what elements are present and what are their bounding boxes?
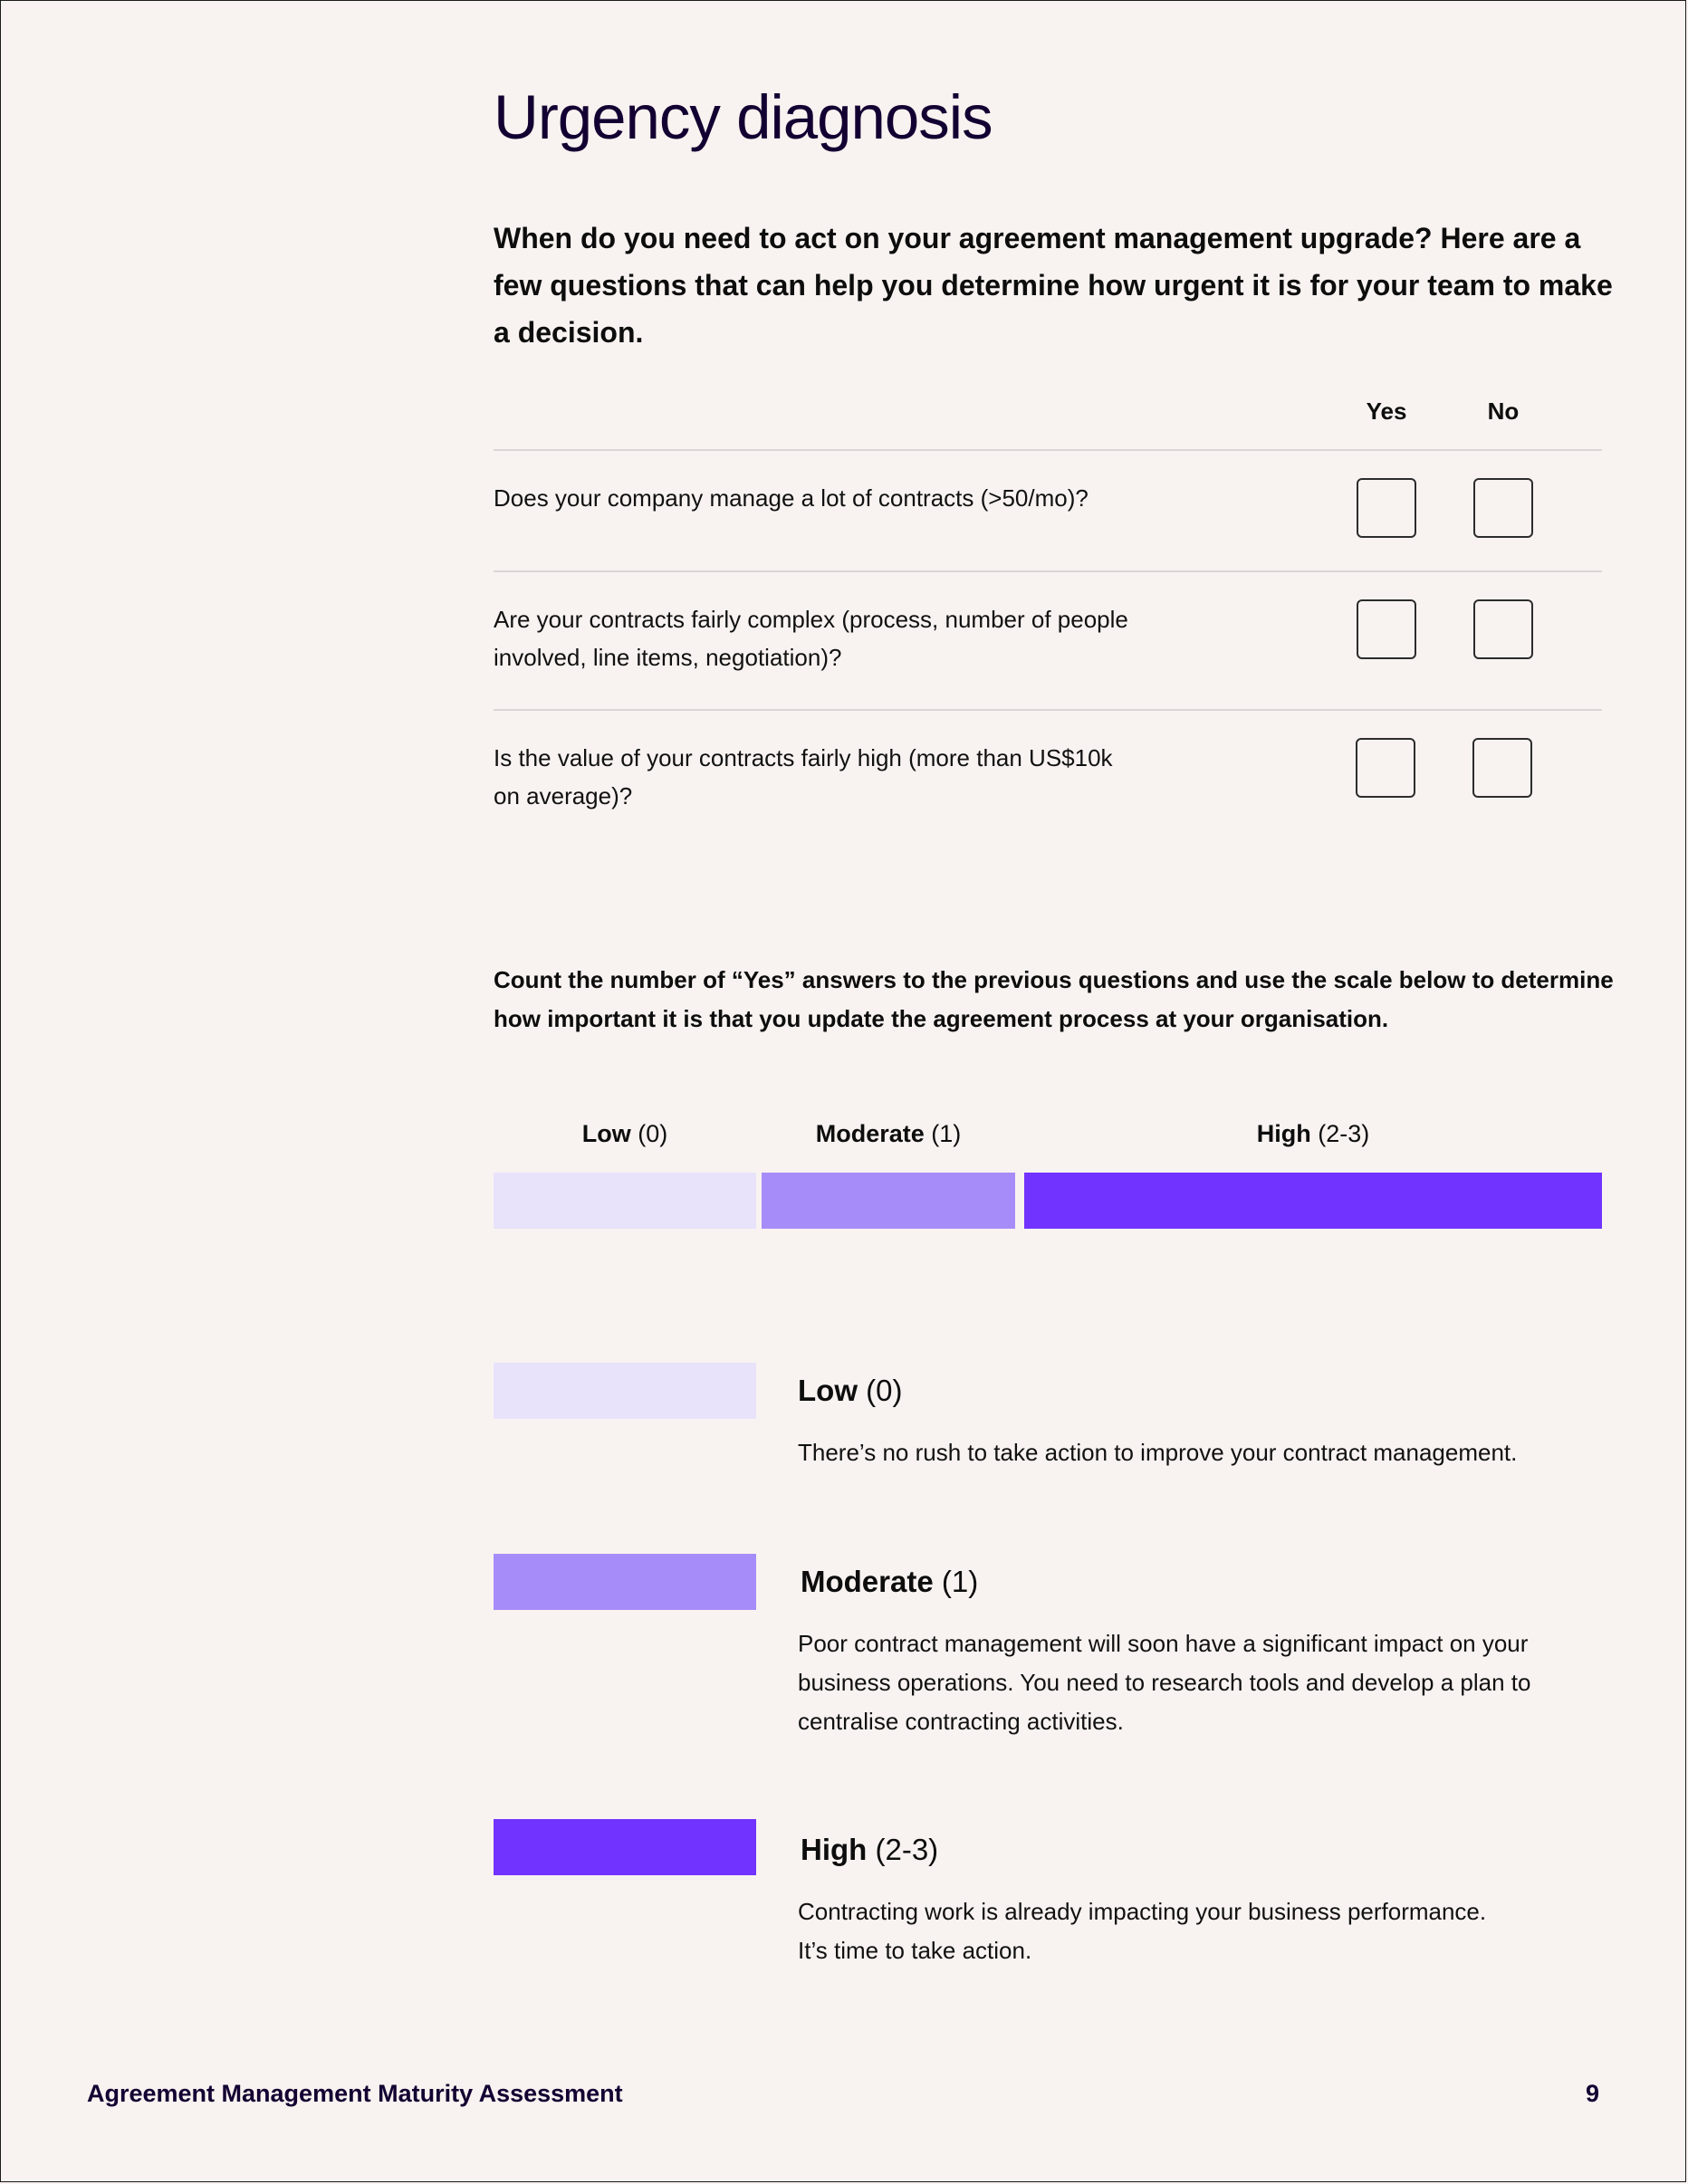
legend-swatch-moderate: [494, 1554, 756, 1610]
scale-bar-moderate: [762, 1173, 1015, 1229]
legend-swatch-low: [494, 1363, 756, 1419]
question-2-no-checkbox[interactable]: [1473, 599, 1533, 659]
scale-bar-high: [1024, 1173, 1602, 1229]
scale-label-moderate: Moderate (1): [815, 1120, 962, 1147]
question-2-text: Are your contracts fairly complex (process, number of people involved, line items, negotiation)?: [494, 606, 1128, 671]
page-title: Urgency diagnosis: [494, 82, 993, 152]
scale-label-low: Low (0): [581, 1120, 668, 1147]
scale-label-high: High (2-3): [1256, 1120, 1370, 1147]
table-divider: [494, 449, 1602, 451]
intro-paragraph: When do you need to act on your agreement management upgrade? Here are a few questions that can help you determine how urgent it is for your team to make a decision.: [494, 222, 1613, 349]
scale-bar-low: [494, 1173, 756, 1229]
legend-title-moderate: Moderate (1): [801, 1565, 979, 1598]
table-divider: [494, 570, 1602, 572]
question-1-text: Does your company manage a lot of contracts (>50/mo)?: [494, 484, 1089, 512]
legend-title-high: High (2-3): [801, 1833, 939, 1866]
question-2-yes-checkbox[interactable]: [1357, 599, 1416, 659]
question-3-no-checkbox[interactable]: [1472, 738, 1532, 798]
question-1-yes-checkbox[interactable]: [1357, 478, 1416, 538]
count-instructions: Count the number of “Yes” answers to the previous questions and use the scale below to determine how important it is that you update the agreement process at your organisation.: [494, 966, 1614, 1032]
legend-title-low: Low (0): [798, 1374, 903, 1407]
question-1-no-checkbox[interactable]: [1473, 478, 1533, 538]
question-3-yes-checkbox[interactable]: [1356, 738, 1415, 798]
legend-desc-moderate: Poor contract management will soon have a significant impact on your business operations. You need to research tools and develop a plan to centralise contracting activities.: [798, 1630, 1531, 1735]
question-3-text: Is the value of your contracts fairly high (more than US$10k on average)?: [494, 744, 1113, 809]
yes-column-header: Yes: [1366, 398, 1407, 425]
legend-swatch-high: [494, 1819, 756, 1875]
footer-document-title: Agreement Management Maturity Assessment: [87, 2080, 623, 2107]
legend-desc-low: There’s no rush to take action to improve your contract management.: [798, 1439, 1518, 1466]
table-divider: [494, 709, 1602, 711]
page-number: 9: [1586, 2080, 1600, 2107]
legend-desc-high: Contracting work is already impacting your business performance. It’s time to take action.: [798, 1898, 1487, 1964]
no-column-header: No: [1487, 398, 1520, 425]
